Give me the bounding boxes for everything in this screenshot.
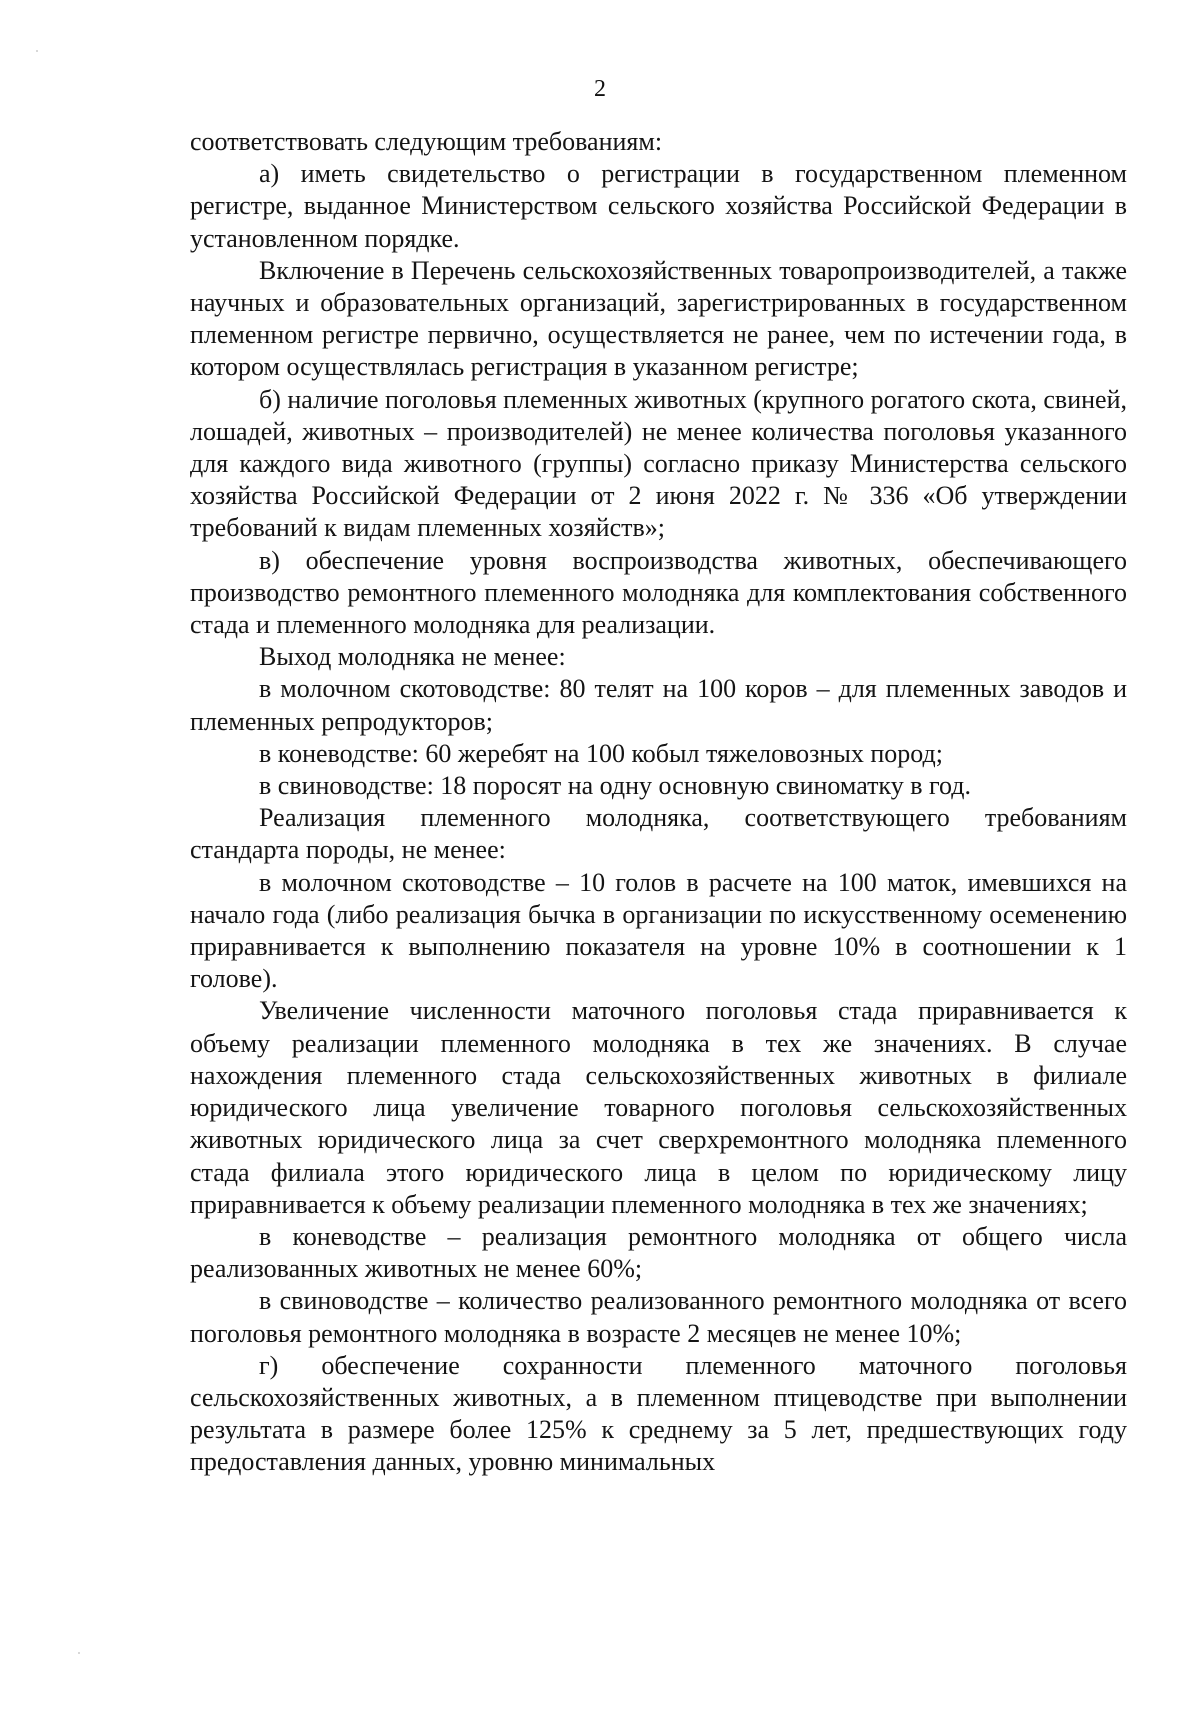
paragraph-item-a: а) иметь свидетельство о регистрации в государственном племенном регистре, выданное Министерством сельского хозяйства Российской Федерации в установленном порядке. [190, 159, 1127, 253]
paragraph-item-v: в) обеспечение уровня воспроизводства животных, обеспечивающего производство ремонтного племенного молодняка для комплектования собственного стада и племенного молодняка для реализации. [190, 545, 1127, 640]
scan-margin-mark [36, 50, 38, 52]
document-body [190, 126, 1127, 1479]
paragraph: в коневодстве – реализация ремонтного молодняка от общего числа реализованных животных не менее 60%; [190, 1221, 1127, 1284]
paragraph: Увеличение численности маточного поголовья стада приравнивается к объему реализации племенного молодняка в тех же значениях. В случае нахождения племенного стада сельскохозяйственных животных в филиале юридического лица увеличение товарного поголовья сельскохозяйственных животных юридического лица за счет сверхремонтного молодняка племенного стада филиала этого юридического лица в целом по юридическому лицу приравнивается к объему реализации племенного молодняка в тех же значениях; [190, 996, 1127, 1219]
paragraph: Реализация племенного молодняка, соответствующего требованиям стандарта породы, не менее: [190, 803, 1127, 865]
page-number: 2 [594, 76, 606, 102]
paragraph: Выход молодняка не менее: [259, 642, 566, 672]
paragraph: соответствовать следующим требованиям: [190, 127, 663, 156]
paragraph: в молочном скотоводстве: 80 телят на 100 коров – для племенных заводов и племенных репродукторов; [190, 674, 1127, 736]
scan-margin-mark [78, 1652, 80, 1654]
paragraph-item-b: б) наличие поголовья племенных животных (крупного рогатого скота, свиней, лошадей, животных – производителей) не менее количества поголовья указанного для каждого вида животного (группы) согласно приказу Министерства сельского хозяйства Российской Федерации от 2 июня 2022 г. № 336 «Об утверждении требований к видам племенных хозяйств»; [190, 384, 1127, 543]
paragraph-item-g: г) обеспечение сохранности племенного маточного поголовья сельскохозяйственных животных, а в племенном птицеводстве при выполнении результата в размере более 125% к среднему за 5 лет, предшествующих году предоставления данных, уровню минимальных [190, 1350, 1127, 1477]
paragraph: в молочном скотоводстве – 10 голов в расчете на 100 маток, имевшихся на начало года (либо реализация бычка в организации по искусственному осеменению приравнивается к выполнению показателя на уровне 10% в соотношении к 1 голове). [190, 867, 1127, 994]
paragraph: в свиноводстве: 18 поросят на одну основную свиноматку в год. [259, 771, 971, 801]
paragraph: в коневодстве: 60 жеребят на 100 кобыл тяжеловозных пород; [259, 738, 943, 768]
paragraph: в свиноводстве – количество реализованного ремонтного молодняка от всего поголовья ремонтного молодняка в возрасте 2 месяцев не менее 10%; [190, 1286, 1127, 1348]
paragraph: Включение в Перечень сельскохозяйственных товаропроизводителей, а также научных и образовательных организаций, зарегистрированных в государственном племенном регистре первично, осуществляется не ранее, чем по истечении года, в котором осуществлялась регистрация в указанном регистре; [190, 255, 1127, 382]
